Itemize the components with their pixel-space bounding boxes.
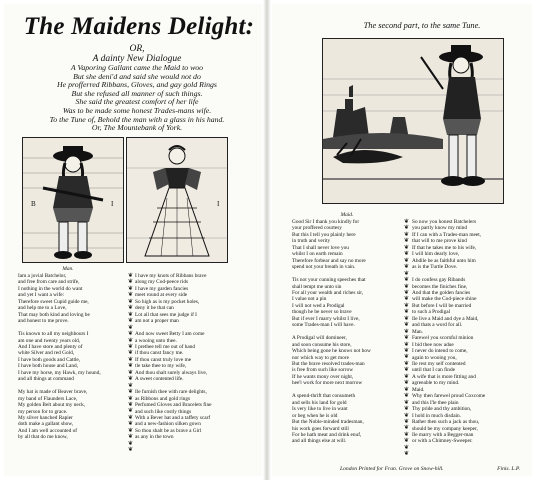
verse-line: But if ever I marry whilst I live,	[292, 315, 360, 322]
verse-line: I bid thee now adue	[412, 341, 454, 348]
fleuron-ornament-icon: ❦	[404, 219, 410, 225]
fleuron-ornament-icon: ❦	[404, 309, 410, 316]
fleuron-ornament-icon: ❦	[404, 328, 410, 335]
verse-line: But the brave resolved trades-man	[292, 360, 365, 367]
fleuron-ornament-icon: ❦	[404, 277, 410, 284]
verse-line: white Silver and red Gold,	[18, 350, 75, 357]
verse-line: and a new-fashion silken gown	[135, 421, 201, 428]
fleuron-ornament-icon: ❦	[404, 431, 410, 438]
fleuron-ornament-icon: ❦	[404, 238, 410, 245]
verse-line: Iam a jovial Batchelor,	[18, 273, 67, 279]
verse-line: doth make a gallant show,	[18, 421, 74, 428]
verse-line: tle take thee to my wife,	[135, 363, 187, 370]
fleuron-ornament-icon: ❦	[404, 335, 410, 342]
fleuron-ornament-icon: ❦	[128, 389, 134, 396]
fleuron-ornament-icon: ❦	[404, 354, 410, 361]
fleuron-ornament-icon: ❦	[404, 360, 410, 367]
fleuron-ornament-icon: ❦	[128, 376, 134, 383]
or-line: OR,	[129, 44, 145, 54]
fleuron-ornament-icon: ❦	[404, 270, 410, 277]
fleuron-ornament-icon: ❦	[128, 311, 134, 318]
fleuron-ornament-icon: ❦	[404, 251, 410, 258]
left-page	[4, 4, 262, 476]
verse-line: But this I tell you plainly here	[292, 231, 356, 238]
verse-line: For he hath meat and drink enuf,	[292, 431, 362, 438]
fleuron-ornament-icon: ❦	[404, 393, 410, 400]
verse-line: is free from such like sorrow	[292, 367, 354, 374]
verse-line: And I am well accounted of	[18, 427, 77, 434]
fleuron-ornament-icon: ❦	[128, 369, 134, 376]
verse-line: along my Cod-peece rids	[135, 279, 189, 286]
verse-line: So high as is my pocket holes,	[135, 298, 200, 305]
verse-line: shall tempt me unto sin	[292, 283, 342, 290]
verse-line: or with a Chimney-Sweeper.	[412, 438, 473, 445]
verse-line: My golden Belt about my neck,	[18, 402, 86, 409]
verse-line: With a Bever hat and a taffety scarf	[135, 414, 211, 421]
fleuron-ornament-icon: ❦	[128, 408, 134, 415]
fleuron-ornament-icon: ❦	[404, 348, 410, 354]
verse-line: and this I'le thee plain	[412, 399, 459, 406]
verse-line: Farewel you scornful minion	[412, 335, 474, 342]
verse-line: Therefore sweet Cupid guide me,	[18, 298, 89, 305]
description-line: Or, The Mountebank of York.	[91, 123, 183, 133]
left-column-1	[18, 273, 130, 460]
verse-line: And now sweet Betty I am come	[135, 331, 205, 338]
fleuron-ornament-icon: ❦	[128, 298, 134, 305]
fleuron-ornament-icon: ❦	[128, 434, 134, 441]
verse-line: That may both kind and loving be	[18, 311, 90, 318]
verse-line: his work goes forward still	[292, 425, 349, 432]
fleuron-ornament-icon: ❦	[128, 363, 134, 370]
fleuron-ornament-icon: ❦	[128, 285, 134, 292]
verse-line: again to wooing you,	[412, 354, 457, 361]
verse-line: a wooing unto thee.	[135, 337, 177, 344]
fleuron-ornament-icon: ❦	[404, 386, 410, 393]
fleuron-ornament-icon: ❦	[404, 283, 410, 290]
verse-line: will make the Cod-piece shine	[412, 296, 477, 303]
finis: Finis. L.P.	[497, 466, 520, 472]
fleuron-ornament-icon: ❦	[404, 264, 410, 271]
verse-line: if thou canst fancy me.	[135, 350, 184, 357]
verse-line: my person for to grace.	[18, 408, 68, 415]
fleuron-ornaments-right	[404, 219, 412, 464]
verse-line: But before I will be married	[412, 302, 472, 309]
fleuron-ornament-icon: ❦	[404, 444, 410, 451]
fleuron-ornament-icon: ❦	[404, 244, 410, 251]
verse-line: Why then farewel proud Coxcome	[412, 393, 486, 400]
fleuron-ornament-icon: ❦	[128, 447, 134, 454]
verse-line: And that the golden fancies	[412, 289, 471, 296]
verse-line: agreeable to my mind.	[412, 380, 460, 387]
verse-line: Man.	[412, 328, 424, 335]
verse-line: becomes the finiches fine,	[412, 283, 468, 290]
page-fold	[263, 0, 271, 480]
verse-line: my band of Flaunders Lace,	[18, 395, 78, 402]
verse-line: Ile rest my self contented	[412, 360, 466, 367]
verse-line: am not a proper man	[135, 318, 179, 325]
verse-line: Thy pride and thy ambition,	[412, 406, 472, 413]
fleuron-ornament-icon: ❦	[128, 421, 134, 428]
verse-line: I value not a pin	[292, 296, 327, 303]
verse-line: But the Noble-minded tradesman,	[292, 419, 364, 426]
verse-line: hee'l work for more next morrow	[292, 380, 363, 387]
fleuron-ornament-icon: ❦	[128, 440, 134, 447]
verse-line: I will him dearly love,	[412, 251, 460, 258]
verse-line: A sweet contented life.	[135, 376, 184, 383]
verse-line: though he be never so brave	[292, 309, 352, 316]
verse-line: and such like costly things	[135, 408, 192, 415]
verse-line: If he wants mony over night,	[292, 373, 354, 380]
woodcut-gallant	[22, 137, 124, 263]
verse-line: Good Sir I thank you kindly for	[292, 219, 360, 225]
verse-line: spend not your breath in vain.	[292, 264, 356, 271]
fleuron-ornament-icon: ❦	[128, 356, 134, 363]
fleuron-ornament-icon: ❦	[128, 414, 134, 421]
verse-line: So thou shalt be as brave a Girl	[135, 427, 202, 434]
verse-line: I have my horse, my Hawk, my hound,	[18, 369, 101, 376]
verse-line: Tis not your cunning speeches that	[292, 277, 366, 284]
fleuron-ornament-icon: ❦	[128, 395, 134, 402]
fleuron-ornament-icon: ❦	[404, 425, 410, 432]
verse-line: and all things at command	[18, 376, 74, 383]
verse-line: in truth and verity	[292, 238, 331, 245]
verse-line: as any in the town	[135, 434, 174, 441]
fleuron-ornament-icon: ❦	[128, 331, 134, 338]
verse-line: or beg when he is old	[292, 412, 338, 419]
verse-line: I have both goods and Cattle,	[18, 356, 81, 363]
verse-line: should be my company keeper,	[412, 425, 478, 432]
fleuron-ornament-icon: ❦	[404, 406, 410, 413]
fleuron-ornament-icon: ❦	[404, 296, 410, 303]
verse-line: If thou canst truly love me	[135, 356, 192, 363]
verse-line: until that I can finde	[412, 367, 455, 374]
fleuron-ornament-icon: ❦	[128, 382, 134, 389]
description-line: To the Tune of, Behold the man with a glass in his hand.	[49, 114, 225, 124]
verse-line: whilst I on earth remain	[292, 251, 343, 258]
fleuron-ornament-icon: ❦	[404, 418, 410, 425]
left-column-2	[135, 273, 251, 460]
woodcut-maid	[126, 137, 228, 263]
verse-line: I do confess gay Ribands	[412, 277, 466, 284]
verse-line: So now you honest Batchelers	[412, 219, 477, 225]
verse-line: I prethee tell me out of hand	[135, 343, 196, 350]
verse-line: My hat is made of Beaver brave,	[18, 389, 88, 396]
woodcut-landscape	[322, 38, 504, 204]
fleuron-ornament-icon: ❦	[128, 324, 134, 331]
verse-line: Ile live a Maid and dye a Maid,	[412, 315, 479, 322]
verse-line: Ahdile be as faithful unto him	[412, 257, 476, 264]
woodcut-letter-b: B	[31, 200, 36, 208]
fleuron-ornament-icon: ❦	[404, 373, 410, 380]
printer-line: London Printed for Fran. Grove on Snow-hill.	[340, 466, 444, 472]
verse-line: am one and twenty years old,	[18, 337, 81, 344]
fleuron-ornament-icon: ❦	[128, 350, 134, 357]
fleuron-ornament-icon: ❦	[404, 367, 410, 374]
verse-line: deny it he that can	[135, 305, 174, 312]
verse-line: some Trades-man I will have.	[292, 322, 355, 329]
verse-line: Lot all that sees me judge if I	[135, 311, 197, 318]
verse-line: My silver hanched Rapier	[18, 414, 73, 421]
verse-line: If I can with a Trades-man meet,	[412, 231, 481, 238]
description-lines	[24, 64, 250, 133]
right-column-2	[412, 219, 528, 464]
man-heading-left: Man.	[62, 266, 74, 272]
fleuron-ornament-icon: ❦	[404, 231, 410, 238]
verse-line: I will not wed a Prodigal	[292, 302, 345, 309]
verse-line: A spend-thrift that consumeth	[292, 393, 356, 400]
description-line: He profferred Ribbans, Gloves, and gay gold Rings	[57, 80, 217, 90]
verse-line: and thats a word for all.	[412, 322, 463, 329]
right-column-1	[292, 219, 406, 464]
verse-line: and soon consume his store,	[292, 341, 352, 348]
verse-line: If that he takes me to his wife,	[412, 244, 477, 251]
verse-line: That I shall never love you	[292, 244, 349, 251]
fleuron-ornament-icon: ❦	[404, 412, 410, 419]
fleuron-ornament-icon: ❦	[404, 302, 410, 309]
dialogue-line: A dainty New Dialogue	[92, 54, 182, 64]
verse-line: I never do intend to come,	[412, 348, 468, 355]
fleuron-ornament-icon: ❦	[128, 305, 134, 312]
verse-line: as is the Turtle Dove.	[412, 264, 458, 271]
woodcut-letter-i-2: I	[217, 200, 220, 208]
description-line: But she deni'd and said she would not do	[73, 71, 201, 81]
verse-line: I hold in much disdain.	[412, 412, 461, 419]
verse-line: and honest to me prove.	[18, 318, 69, 325]
verse-line: Ile furnish thee with rare delights,	[135, 389, 207, 396]
verse-line: Is very like to live in want	[292, 406, 348, 413]
verse-line: I have my garden fancies	[135, 285, 189, 292]
verse-line: Rather then such a jack as thou,	[412, 419, 480, 426]
verse-line: by all that do me know,	[18, 434, 68, 441]
fleuron-ornament-icon: ❦	[404, 341, 410, 348]
verse-line: nor which way to get more	[292, 354, 349, 361]
fleuron-ornament-icon: ❦	[128, 279, 134, 286]
verse-line: Which being gone he knows not how	[292, 348, 371, 355]
verse-line: A wife that is more fitting and	[412, 373, 476, 380]
verse-line: And thou shalt surely always live,	[135, 369, 208, 376]
verse-line: and yet I want a wife:	[18, 292, 65, 299]
verse-line: I nothing in the world do want	[18, 285, 83, 292]
verse-line: to such a Prodigal	[412, 309, 451, 316]
fleuron-ornament-icon: ❦	[404, 438, 410, 445]
verse-line: your proffered courtesy	[292, 225, 342, 232]
verse-line: Therefore forbear and say no more	[292, 257, 366, 264]
verse-line: and free from care and strife,	[18, 279, 80, 286]
fleuron-ornament-icon: ❦	[404, 315, 410, 322]
fleuron-ornament-icon: ❦	[128, 318, 134, 325]
verse-line: A Prodigal will domineer,	[292, 335, 347, 342]
fleuron-ornament-icon: ❦	[404, 225, 410, 232]
fleuron-ornament-icon: ❦	[404, 399, 410, 406]
description-line: A Vaporing Gallant came the Maid to woo	[70, 63, 204, 72]
verse-line: as Ribbons and gold rings	[135, 395, 191, 402]
description-line: She said the greatest comfort of her life	[75, 97, 199, 107]
verse-line: Perfumed Gloves and Bracelets fine	[135, 402, 212, 409]
verse-line: I have both house and Land,	[18, 363, 79, 370]
verse-line: and help me to a Love,	[18, 305, 67, 312]
ballad-title: The Maidens Delight:	[23, 13, 255, 40]
verse-line: And I have store and plenty of	[18, 343, 83, 350]
description-line: Was to be made some honest Trades-mans wife.	[62, 105, 212, 115]
fleuron-ornament-icon: ❦	[128, 273, 134, 279]
description-line: But she refused all manner of such things.	[71, 88, 203, 98]
verse-line: I have my knots of Ribbans brave	[135, 273, 207, 279]
fleuron-ornament-icon: ❦	[404, 289, 410, 296]
fleuron-ornament-icon: ❦	[404, 322, 410, 329]
fleuron-ornament-icon: ❦	[128, 343, 134, 350]
fleuron-ornament-icon: ❦	[128, 337, 134, 344]
verse-line: Ile marry with a Begger-man	[412, 431, 474, 438]
fleuron-ornament-icon: ❦	[404, 451, 410, 458]
maid-heading-right: Maid.	[340, 212, 354, 218]
verse-line: For all your wealth and riches sir,	[292, 289, 364, 296]
fleuron-ornament-icon: ❦	[404, 380, 410, 387]
verse-line: that will to me prove kind	[412, 238, 467, 245]
subtitle-block	[24, 44, 250, 133]
verse-line: you partly know my mind	[412, 225, 468, 232]
verse-line: Maid.	[412, 386, 425, 393]
fleuron-ornament-icon: ❦	[404, 257, 410, 264]
fleuron-ornament-icon: ❦	[128, 292, 134, 299]
verse-line: and sells his land for gold	[292, 399, 347, 406]
right-page	[272, 4, 532, 476]
fleuron-ornament-icon: ❦	[128, 427, 134, 434]
verse-line: Tis known to all my neighbours I	[18, 331, 89, 338]
verse-line: and all things else at will.	[292, 438, 347, 445]
woodcut-letter-i: I	[111, 200, 114, 208]
imprint	[340, 466, 520, 472]
fleuron-ornament-icon: ❦	[128, 402, 134, 408]
second-part-heading: The second part, to the same Tune.	[363, 21, 481, 30]
verse-line: meet round at every side	[135, 292, 188, 299]
